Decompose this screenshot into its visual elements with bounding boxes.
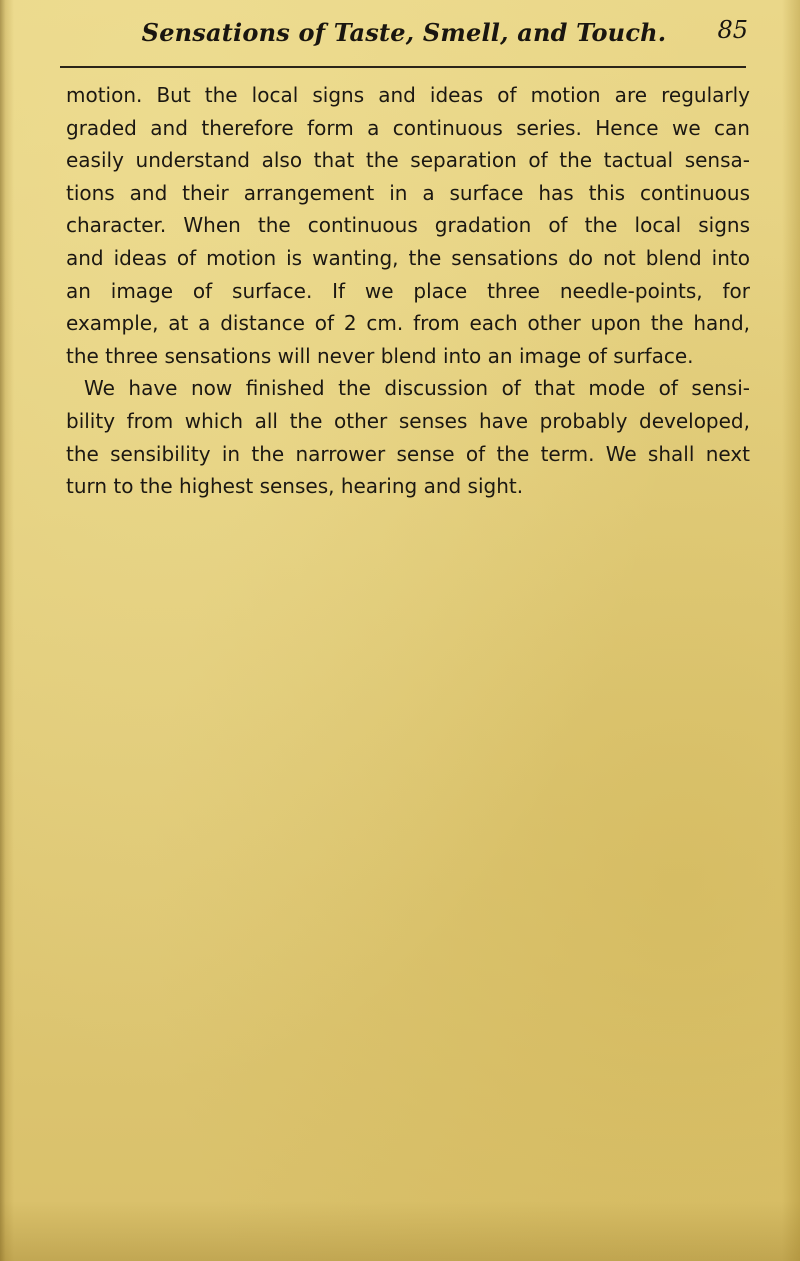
text-line: graded and therefore form a continuous series. Hence we can	[66, 115, 750, 140]
chapter-title: Sensations of Taste, Smell, and Touch.	[141, 18, 667, 47]
text-line: motion. But the local signs and ideas of motion are regularly	[66, 83, 750, 107]
text-line: character. When the continuous gradation of the local signs	[66, 213, 750, 238]
text-line: an image of surface. If we place three needle-points, for	[66, 278, 750, 303]
body-text	[66, 79, 750, 503]
text-line: the three sensations will never blend into an image of surface.	[66, 343, 694, 368]
text-line: bility from which all the other senses have probably developed,	[66, 408, 750, 433]
page-edge-bottom	[0, 1201, 800, 1261]
page-number: 85	[717, 16, 748, 44]
page-edge-right	[782, 0, 800, 1261]
header-rule	[60, 66, 746, 68]
paragraph-1	[66, 79, 750, 372]
running-head	[60, 14, 748, 54]
text-line: example, at a distance of 2 cm. from each other upon the hand,	[66, 311, 750, 336]
paragraph-2	[66, 372, 750, 502]
text-line: the sensibility in the narrower sense of the term. We shall next	[66, 441, 750, 466]
text-line: We have now finished the discussion of that mode of sensi-	[84, 376, 750, 401]
text-line: tions and their arrangement in a surface has this continuous	[66, 180, 750, 205]
text-line: turn to the highest senses, hearing and sight.	[66, 474, 524, 499]
spine-shadow	[0, 0, 14, 1261]
text-line: and ideas of motion is wanting, the sensations do not blend into	[66, 245, 750, 270]
text-line: easily understand also that the separation of the tactual sensa-	[66, 148, 750, 173]
